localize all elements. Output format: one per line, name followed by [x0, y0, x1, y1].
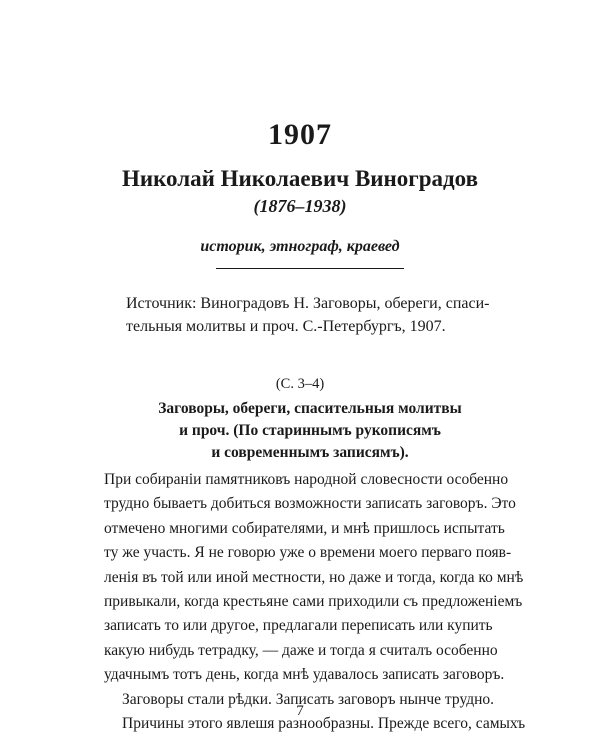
body-line: При собиранiи памятниковъ народной словесности особенно — [104, 471, 509, 488]
section-heading — [110, 398, 510, 464]
page-number: 7 — [296, 703, 304, 719]
body-line: Заговоры стали рѣдки. Записать заговоръ нынче трудно. — [122, 690, 495, 708]
page-reference: (С. 3–4) — [275, 376, 325, 392]
source-line: Источник: Виноградовъ Н. Заговоры, обереги, спаси- — [126, 295, 490, 312]
body-line: трудно бываетъ добиться возможности записать заговоръ. Это — [104, 495, 516, 513]
body-paragraphs — [104, 468, 528, 736]
source-line: тельныя молитвы и проч. С.-Петербургъ, 1907. — [126, 318, 446, 335]
author-occupation: историк, этнограф, краевед — [200, 238, 400, 255]
body-line: привыкали, когда крестьяне сами приходили съ предложенiемъ — [104, 593, 523, 611]
divider-rule — [216, 268, 404, 269]
body-line: отмечено многими собирателями, и мнѣ пришлось испытать — [104, 519, 505, 537]
body-line: какую нибудь тетрадку, — даже и тогда я считалъ особенно — [104, 641, 498, 659]
heading-line: Заговоры, обереги, спасительныя молитвы — [158, 400, 462, 417]
body-line: удачнымъ тотъ день, когда мнѣ удавалось записать заговоръ. — [104, 666, 505, 684]
heading-line: и современнымъ записямъ). — [211, 444, 409, 461]
body-line: ту же участь. Я не говорю уже о времени моего перваго появ- — [104, 544, 512, 562]
body-line: ленiя въ той или иной местности, но даже и тогда, когда ко мнѣ — [104, 568, 524, 586]
author-name: Николай Николаевич Виноградов — [121, 166, 479, 191]
body-line: записать то или другое, предлагали переписать или купить — [104, 617, 493, 635]
heading-line: и проч. (По стариннымъ рукописямъ — [179, 422, 441, 439]
source-citation — [126, 292, 516, 338]
year-heading: 1907 — [268, 118, 332, 151]
author-dates: (1876–1938) — [253, 196, 347, 216]
body-line: Причины этого явлешя разнообразны. Прежде всего, самыхъ — [122, 715, 526, 733]
